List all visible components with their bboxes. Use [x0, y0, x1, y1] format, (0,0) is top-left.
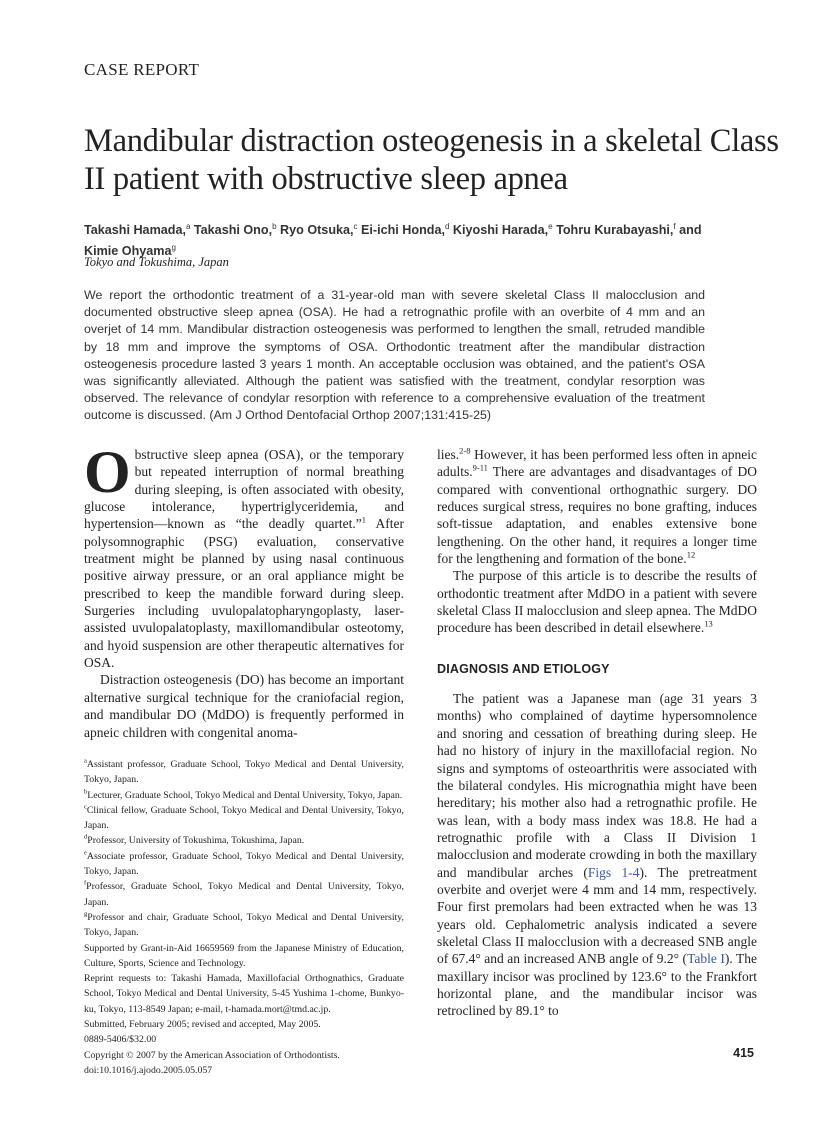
author-location: Tokyo and Tokushima, Japan — [84, 255, 229, 269]
footnote — [84, 879, 404, 910]
text-run: ). The maxillary incisor was proclined by 123.6° to the Frankfort horizontal plane, and the mandibular incisor was retroclined by 89.1° to — [437, 951, 757, 1019]
superscript: c — [84, 803, 87, 811]
paragraph — [84, 671, 404, 740]
superscript: a — [84, 757, 87, 765]
footnote — [84, 1032, 404, 1047]
footnote — [84, 1063, 404, 1078]
section-heading: DIAGNOSIS AND ETIOLOGY — [437, 661, 610, 676]
right-column — [437, 446, 757, 1020]
superscript: b — [272, 222, 277, 231]
text-run: Distraction osteogenesis (DO) has become an important alternative surgical technique for the craniofacial region, and mandibular DO (MdDO) is frequently performed in apneic children with congenital anoma- — [84, 672, 404, 740]
superscript: c — [353, 222, 358, 231]
text-run: Professor, Graduate School, Tokyo Medical and Dental University, Tokyo, Japan. — [84, 881, 404, 908]
text-run: lies. — [437, 447, 460, 462]
text-run: Kiyoshi Harada, — [449, 223, 549, 238]
footnote — [84, 1048, 404, 1063]
footnote — [84, 833, 404, 848]
text-run: The patient was a Japanese man (age 31 years 3 months) who complained of daytime hypersomnolence and snoring and cessation of breathing during sleep. He had no history of injury in the maxillofacial region. No signs and symptoms of osteoarthritis were associated with the bilateral condyles. His micrognathia might have been hereditary; his mother also had a retrognathic profile. He was lean, with a body mass index was 18.8. He had a retrognathic profile with a Class II Division 1 malocclusion and moderate crowding in both the maxillary and mandibular arches ( — [437, 691, 757, 880]
text-run: Associate professor, Graduate School, Tokyo Medical and Dental University, Tokyo, Japan. — [84, 850, 404, 878]
text-run: Assistant professor, Graduate School, Tokyo Medical and Dental University, Tokyo, Japan. — [84, 759, 404, 786]
superscript: f — [84, 880, 87, 888]
text-run: Copyright © 2007 by the American Association of Orthodontists. — [84, 1049, 340, 1061]
text-run: After polysomnographic (PSG) evaluation, conservative treatment might be planned by using nasal continuous positive airway pressure, or an oral appliance might be prescribed to keep the mandible forward during sleep. Surgeries including uvulopalatopharyngoplasty, laser-assisted uvulopalatoplasty, maxillomandibular osteotomy, and hyoid suspension are other therapeutic alternatives for OSA. — [84, 516, 404, 671]
text-run: Submitted, February 2005; revised and accepted, May 2005. — [84, 1019, 321, 1031]
footnote — [84, 941, 404, 972]
abstract: We report the orthodontic treatment of a 31-year-old man with severe skeletal Class II malocclusion and documented obstructive sleep apnea (OSA). He had a retrognathic profile with an overbite of 4 mm and an overjet of 14 mm. Mandibular distraction osteogenesis was performed to lengthen the small, retruded mandible by 18 mm and improve the symptoms of OSA. Orthodontic treatment after the mandibular distraction osteogenesis procedure lasted 3 years 1 month. An acceptable occlusion was obtained, and the patient's OSA was significantly alleviated. Although the patient was satisfied with the treatment, condylar resorption was observed. The relevance of condylar resorption with reference to a comprehensive evaluation of the treatment outcome is discussed. (Am J Orthod Dentofacial Orthop 2007;131:415-25) — [84, 288, 705, 423]
superscript: 9-11 — [472, 462, 488, 473]
text-run: ). The pretreatment overbite and overjet were 4 mm and 14 mm, respectively. Four first premolars had been extracted when he was 13 years old. Cephalometric analysis indicated a severe skeletal Class II malocclusion with a decreased SNB angle of 67.4° and an increased ANB angle of 9.2° ( — [437, 864, 757, 967]
figure-reference-link[interactable]: Table I — [687, 951, 725, 967]
text-run: 0889-5406/$32.00 — [84, 1034, 157, 1046]
superscript: a — [185, 222, 191, 231]
superscript: d — [84, 834, 88, 842]
superscript: g — [84, 910, 88, 918]
footnote — [84, 1017, 404, 1032]
article-title: Mandibular distraction osteogenesis in a skeletal Class II patient with obstructive sleep apnea — [84, 123, 779, 197]
left-column — [84, 439, 404, 741]
paragraph — [437, 567, 757, 636]
footnotes — [84, 757, 404, 1078]
text-run: Supported by Grant-in-Aid 16659569 from the Japanese Ministry of Education, Culture, Sports, Science and Technology. — [84, 942, 404, 969]
text-run: Tohru Kurabayashi, — [552, 223, 674, 238]
superscript: b — [84, 788, 88, 796]
superscript: e — [84, 849, 87, 857]
footnote — [84, 849, 404, 880]
text-run: Ryo Otsuka, — [276, 223, 354, 238]
figure-reference-link[interactable]: Figs 1-4 — [587, 864, 640, 880]
text-run: doi:10.1016/j.ajodo.2005.05.057 — [84, 1064, 213, 1076]
page-number: 415 — [733, 1046, 754, 1060]
superscript: g — [171, 243, 176, 253]
text-run: Reprint requests to: Takashi Hamada, Maxillofacial Orthognathics, Graduate School, Tokyo Medical and Dental University, 5-45 Yushima 1-chome, Bunkyo-ku, Tokyo, 113-8549 Japan; e-mail, t-hamada.mort@tmd.ac.jp. — [84, 973, 404, 1015]
text-run: Takashi Ono, — [190, 223, 273, 238]
text-run: Takashi Hamada, — [84, 223, 186, 238]
text-run: Lecturer, Graduate School, Tokyo Medical and Dental University, Tokyo, Japan. — [87, 789, 403, 801]
superscript: d — [444, 222, 450, 231]
footnote — [84, 788, 404, 803]
text-run: bstructive sleep apnea (OSA), or the temporary but repeated interruption of normal breathing during sleeping, is often associated with obesity, glucose intolerance, hypertriglyceridemia, and hypertension—known as “the deadly quartet.” — [84, 447, 404, 532]
text-run: Professor, University of Tokushima, Tokushima, Japan. — [87, 835, 305, 847]
text-run: Professor and chair, Graduate School, Tokyo Medical and Dental University, Tokyo, Japan. — [84, 911, 404, 939]
superscript: e — [548, 222, 553, 231]
paragraph — [437, 690, 757, 1020]
text-run: However, it has been performed less often in apneic adults. — [437, 447, 757, 480]
footnote — [84, 910, 404, 941]
footnote — [84, 757, 404, 788]
text-run: Ei-ichi Honda, — [357, 223, 445, 238]
footnote — [84, 971, 404, 1017]
text-run: Clinical fellow, Graduate School, Tokyo Medical and Dental University, Tokyo, Japan. — [84, 804, 404, 832]
paragraph — [84, 439, 404, 671]
superscript: 13 — [704, 618, 713, 629]
superscript: f — [673, 222, 676, 231]
text-run: There are advantages and disadvantages of DO compared with conventional orthognathic surgery. DO reduces surgical stress, requires no bone grafting, induces soft-tissue adaptation, and enables extensive bone lengthening. On the other hand, it requires a longer time for the lengthening and formation of the bone. — [437, 464, 757, 567]
superscript: 2-8 — [459, 445, 471, 456]
paragraph — [437, 446, 757, 567]
section-label: CASE REPORT — [84, 60, 200, 79]
text-run: and Kimie Ohyama — [84, 223, 702, 259]
superscript: 12 — [686, 549, 696, 560]
drop-cap: O — [84, 439, 131, 505]
footnote — [84, 803, 404, 834]
superscript: 1 — [361, 514, 366, 525]
text-run: The purpose of this article is to describe the results of orthodontic treatment after MdDO in a patient with severe skeletal Class II malocclusion and sleep apnea. The MdDO procedure has been described in detail elsewhere. — [437, 568, 757, 636]
